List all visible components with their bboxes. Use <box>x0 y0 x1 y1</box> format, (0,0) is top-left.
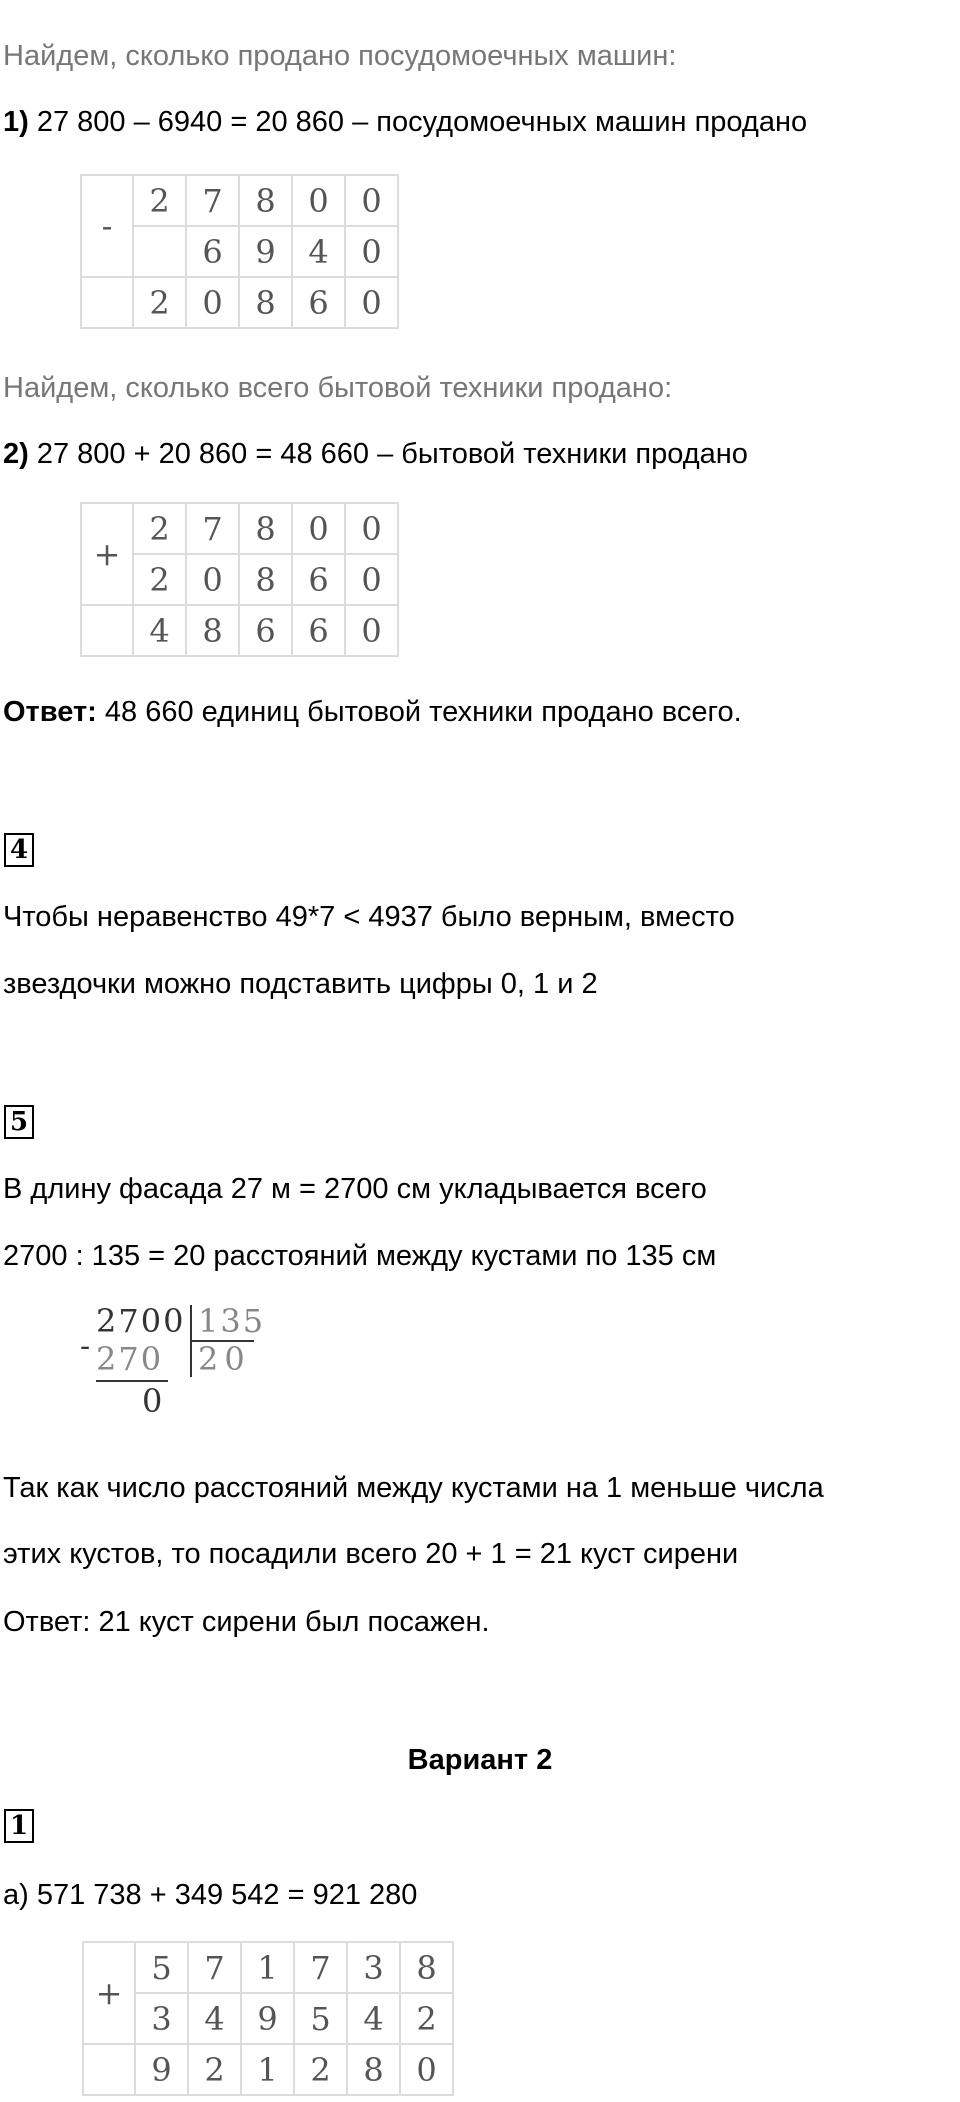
long-division <box>70 1303 280 1443</box>
add2-digit: 8 <box>400 1942 453 1993</box>
quotient: 20 <box>198 1340 251 1378</box>
subtraction-table <box>80 174 399 329</box>
sub-digit <box>133 226 186 277</box>
add2-row-1 <box>83 1942 453 1993</box>
add2-digit: 2 <box>188 2044 241 2095</box>
divisor: 135 <box>198 1302 266 1340</box>
step1-number: 1) <box>3 106 29 138</box>
sub-digit: 4 <box>292 226 345 277</box>
sub-digit: 0 <box>345 226 398 277</box>
add2-digit: 5 <box>135 1942 188 1993</box>
add2-digit: 1 <box>241 2044 294 2095</box>
add-digit: 2 <box>133 554 186 605</box>
add-digit: 7 <box>186 503 239 554</box>
sub-digit: 7 <box>186 175 239 226</box>
find-dishwashers-text: Найдем, сколько продано посудомоечных машин: <box>3 40 677 72</box>
task5-line3: Так как число расстояний между кустами на 1 меньше числа <box>3 1472 824 1504</box>
plus-sign: + <box>81 503 133 605</box>
sub-digit: 9 <box>239 226 292 277</box>
add2-row-result <box>83 2044 453 2095</box>
empty-cell <box>81 605 133 656</box>
step2-text: 27 800 + 20 860 = 48 660 – бытовой техники продано <box>36 438 748 470</box>
add-row-result <box>81 605 398 656</box>
add-digit: 8 <box>239 554 292 605</box>
step1-line <box>3 104 807 140</box>
add-digit: 4 <box>133 605 186 656</box>
add2-digit: 5 <box>294 1993 347 2044</box>
subtrahend: 270 <box>96 1340 164 1378</box>
sub-digit: 0 <box>186 277 239 328</box>
task4-line2: звездочки можно подставить цифры 0, 1 и 2 <box>3 968 598 1000</box>
add2-digit: 0 <box>400 2044 453 2095</box>
add-digit: 0 <box>345 503 398 554</box>
add-digit: 0 <box>345 554 398 605</box>
variant-title: Вариант 2 <box>407 1744 553 1776</box>
add2-digit: 4 <box>188 1993 241 2044</box>
answer-label: Ответ: <box>3 696 97 728</box>
task-number-1: 1 <box>4 1809 34 1843</box>
minus-sign: - <box>81 175 133 277</box>
add2-digit: 7 <box>294 1942 347 1993</box>
sub-digit: 8 <box>239 277 292 328</box>
sub-row-result <box>81 277 398 328</box>
add2-digit: 3 <box>135 1993 188 2044</box>
add-digit: 6 <box>239 605 292 656</box>
answer-text: 48 660 единиц бытовой техники продано всего. <box>104 696 742 728</box>
step2-number: 2) <box>3 438 29 470</box>
sub-digit: 2 <box>133 175 186 226</box>
add2-digit: 9 <box>241 1993 294 2044</box>
add-digit: 8 <box>186 605 239 656</box>
sub-digit: 2 <box>133 277 186 328</box>
sub-digit: 0 <box>345 277 398 328</box>
add2-digit: 2 <box>294 2044 347 2095</box>
task5-answer: Ответ: 21 куст сирени был посажен. <box>3 1606 490 1638</box>
add-digit: 8 <box>239 503 292 554</box>
empty-cell <box>83 2044 135 2095</box>
task-number-4: 4 <box>4 833 34 867</box>
plus-sign: + <box>83 1942 135 2044</box>
add2-digit: 4 <box>347 1993 400 2044</box>
variant2-line-a: а) 571 738 + 349 542 = 921 280 <box>3 1879 418 1911</box>
step2-line <box>3 436 748 472</box>
task4-line1: Чтобы неравенство 49*7 < 4937 было верным, вместо <box>3 901 735 933</box>
add-digit: 0 <box>345 605 398 656</box>
add-digit: 0 <box>292 503 345 554</box>
add-digit: 2 <box>133 503 186 554</box>
add2-digit: 8 <box>347 2044 400 2095</box>
sub-row-minuend <box>81 175 398 226</box>
add-row-1 <box>81 503 398 554</box>
remainder: 0 <box>142 1382 163 1420</box>
sub-digit: 0 <box>292 175 345 226</box>
add2-row-2 <box>83 1993 453 2044</box>
add2-digit: 1 <box>241 1942 294 1993</box>
add2-digit: 3 <box>347 1942 400 1993</box>
add2-digit: 9 <box>135 2044 188 2095</box>
add2-digit: 2 <box>400 1993 453 2044</box>
add-digit: 6 <box>292 554 345 605</box>
addition-table-1 <box>80 502 399 657</box>
task5-line4: этих кустов, то посадили всего 20 + 1 = 21 куст сирени <box>3 1538 739 1570</box>
task5-line1: В длину фасада 27 м = 2700 см укладывается всего <box>3 1173 707 1205</box>
step1-text: 27 800 – 6940 = 20 860 – посудомоечных машин продано <box>36 106 808 138</box>
answer-line <box>3 694 742 730</box>
task-number-5: 5 <box>4 1105 34 1139</box>
minus-sign: - <box>80 1329 91 1364</box>
find-total-text: Найдем, сколько всего бытовой техники продано: <box>3 372 673 404</box>
addition-table-2 <box>82 1941 454 2096</box>
sub-digit: 6 <box>186 226 239 277</box>
task5-line2: 2700 : 135 = 20 расстояний между кустами по 135 см <box>3 1240 717 1272</box>
add-digit: 0 <box>186 554 239 605</box>
add2-digit: 7 <box>188 1942 241 1993</box>
add-digit: 6 <box>292 605 345 656</box>
sub-digit: 0 <box>345 175 398 226</box>
empty-cell <box>81 277 133 328</box>
dividend: 2700 <box>96 1302 186 1340</box>
sub-digit: 8 <box>239 175 292 226</box>
sub-digit: 6 <box>292 277 345 328</box>
